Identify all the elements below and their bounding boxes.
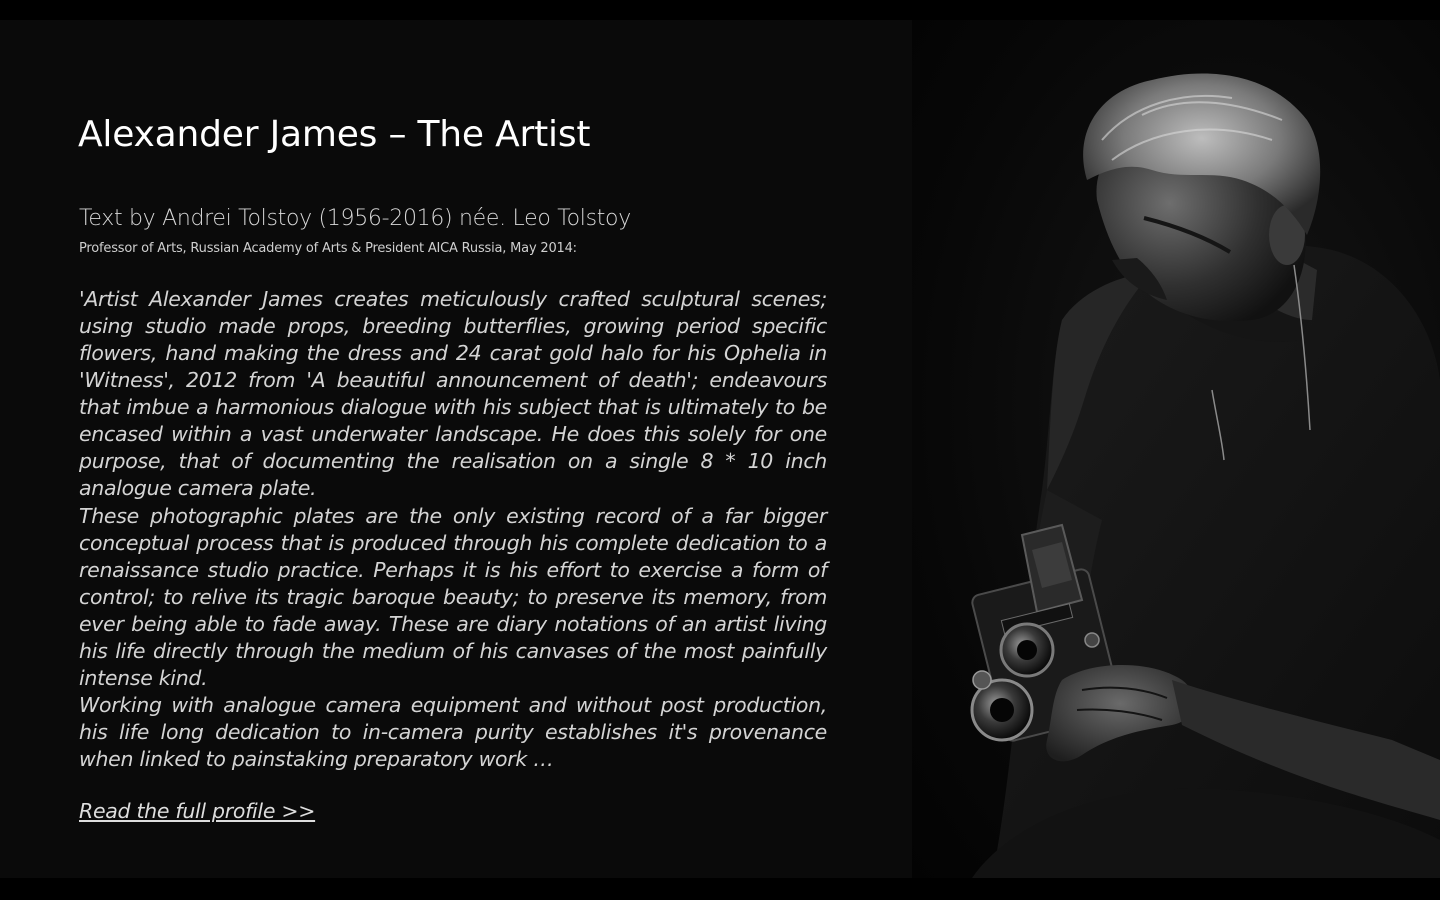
read-full-profile-link[interactable]: Read the full profile >> bbox=[79, 799, 316, 823]
byline: Text by Andrei Tolstoy (1956-2016) née. Leo Tolstoy bbox=[79, 206, 631, 231]
page-title: Alexander James – The Artist bbox=[78, 114, 591, 155]
quote-paragraph-1: 'Artist Alexander James creates meticulously crafted sculptural scenes; using studio made props, breeding butterflies, growing period specific flowers, hand making the dress and 24 carat gold halo for his Ophelia in 'Witness', 2012 from 'A beautiful announcement of death'; endeavours that imbue a harmonious dialogue with his subject that is ultimately to be encased within a vast underwater landscape. He does this solely for one purpose, that of documenting the realisation on a single 8 * 10 inch analogue camera plate. bbox=[79, 287, 827, 500]
quote-paragraph-3: Working with analogue camera equipment and without post production, his life long dedication to in-camera purity establishes it's provenance when linked to painstaking preparatory work … bbox=[79, 693, 827, 771]
artist-section bbox=[0, 20, 1440, 878]
author-affiliation: Professor of Arts, Russian Academy of Arts & President AICA Russia, May 2014: bbox=[79, 241, 577, 256]
portrait-illustration bbox=[912, 20, 1440, 878]
artist-portrait-photo bbox=[912, 20, 1440, 878]
quote-paragraph-2: These photographic plates are the only existing record of a far bigger conceptual process that is produced through his complete dedication to a renaissance studio practice. Perhaps it is his effort to exercise a form of control; to relive its tragic baroque beauty; to preserve its memory, from ever being able to fade away. These are diary notations of an artist living his life directly through the medium of his canvases of the most painfully intense kind. bbox=[79, 504, 827, 690]
top-frame-bar bbox=[0, 0, 1440, 20]
bottom-frame-bar bbox=[0, 878, 1440, 900]
